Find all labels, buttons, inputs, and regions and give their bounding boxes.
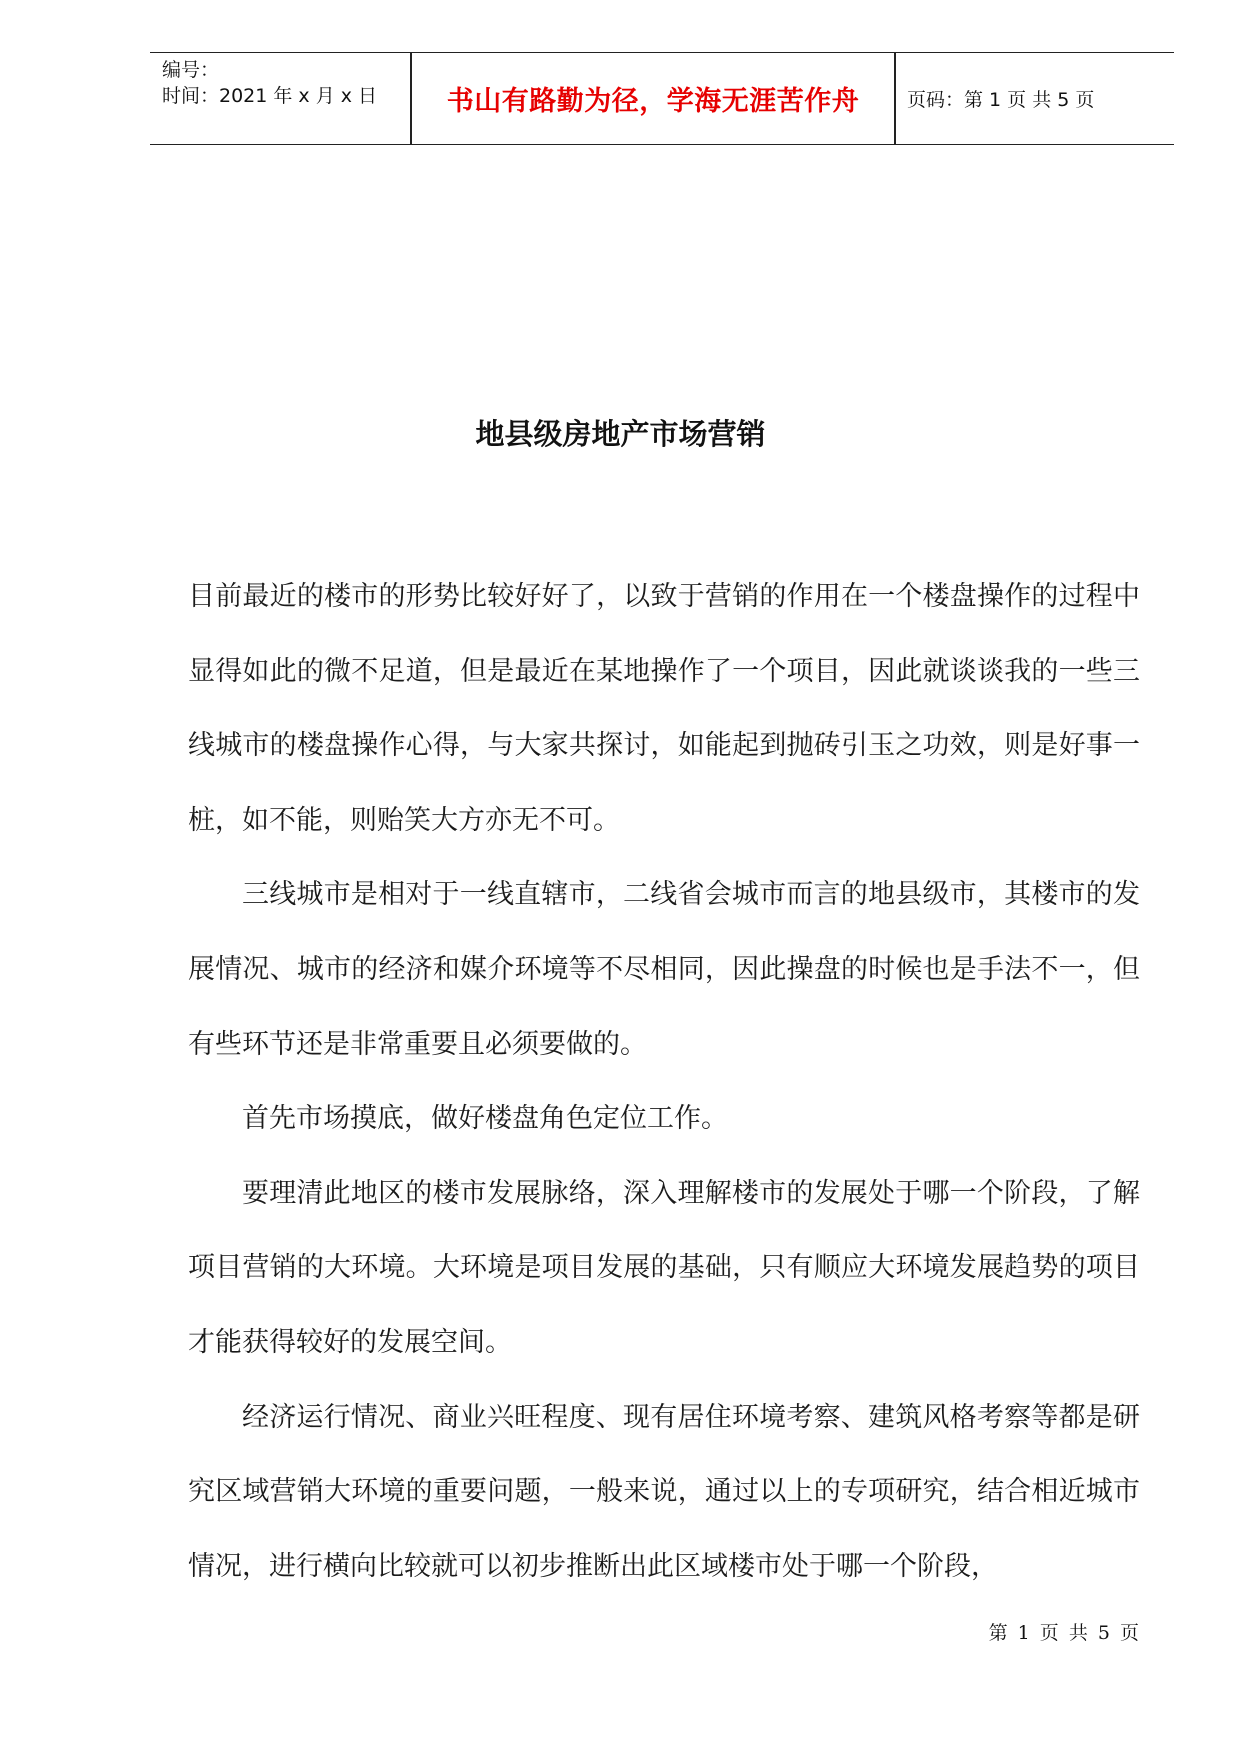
document-body — [188, 560, 1140, 1604]
header-divider — [894, 53, 896, 144]
header-page-code: 页码：第 1 页 共 5 页 — [907, 89, 1095, 111]
paragraph: 要理清此地区的楼市发展脉络，深入理解楼市的发展处于哪一个阶段，了解项目营销的大环境。大环境是项目发展的基础，只有顺应大环境发展趋势的项目才能获得较好的发展空间。 — [188, 1177, 1140, 1358]
page-header — [150, 52, 1174, 145]
page-footer: 第 1 页 共 5 页 — [988, 1622, 1141, 1644]
paragraph: 首先市场摸底，做好楼盘角色定位工作。 — [242, 1103, 728, 1135]
paragraph: 三线城市是相对于一线直辖市，二线省会城市而言的地县级市，其楼市的发展情况、城市的经济和媒介环境等不尽相同，因此操盘的时候也是手法不一，但有些环节还是非常重要且必须要做的。 — [188, 879, 1140, 1060]
header-meta — [162, 57, 407, 109]
serial-number-label: 编号： — [162, 59, 220, 81]
document-title: 地县级房地产市场营销 — [475, 417, 766, 451]
time-label: 时间：2021 年 x 月 x 日 — [162, 85, 378, 107]
paragraph: 目前最近的楼市的形势比较好好了，以致于营销的作用在一个楼盘操作的过程中显得如此的微不足道，但是最近在某地操作了一个项目，因此就谈谈我的一些三线城市的楼盘操作心得，与大家共探讨，如能起到抛砖引玉之功效，则是好事一桩，如不能，则贻笑大方亦无不可。 — [188, 581, 1140, 836]
header-motto: 书山有路勤为径，学海无涯苦作舟 — [446, 86, 860, 117]
paragraph: 经济运行情况、商业兴旺程度、现有居住环境考察、建筑风格考察等都是研究区域营销大环境的重要问题，一般来说，通过以上的专项研究，结合相近城市情况，进行横向比较就可以初步推断出此区域楼市处于哪一个阶段， — [188, 1401, 1140, 1582]
